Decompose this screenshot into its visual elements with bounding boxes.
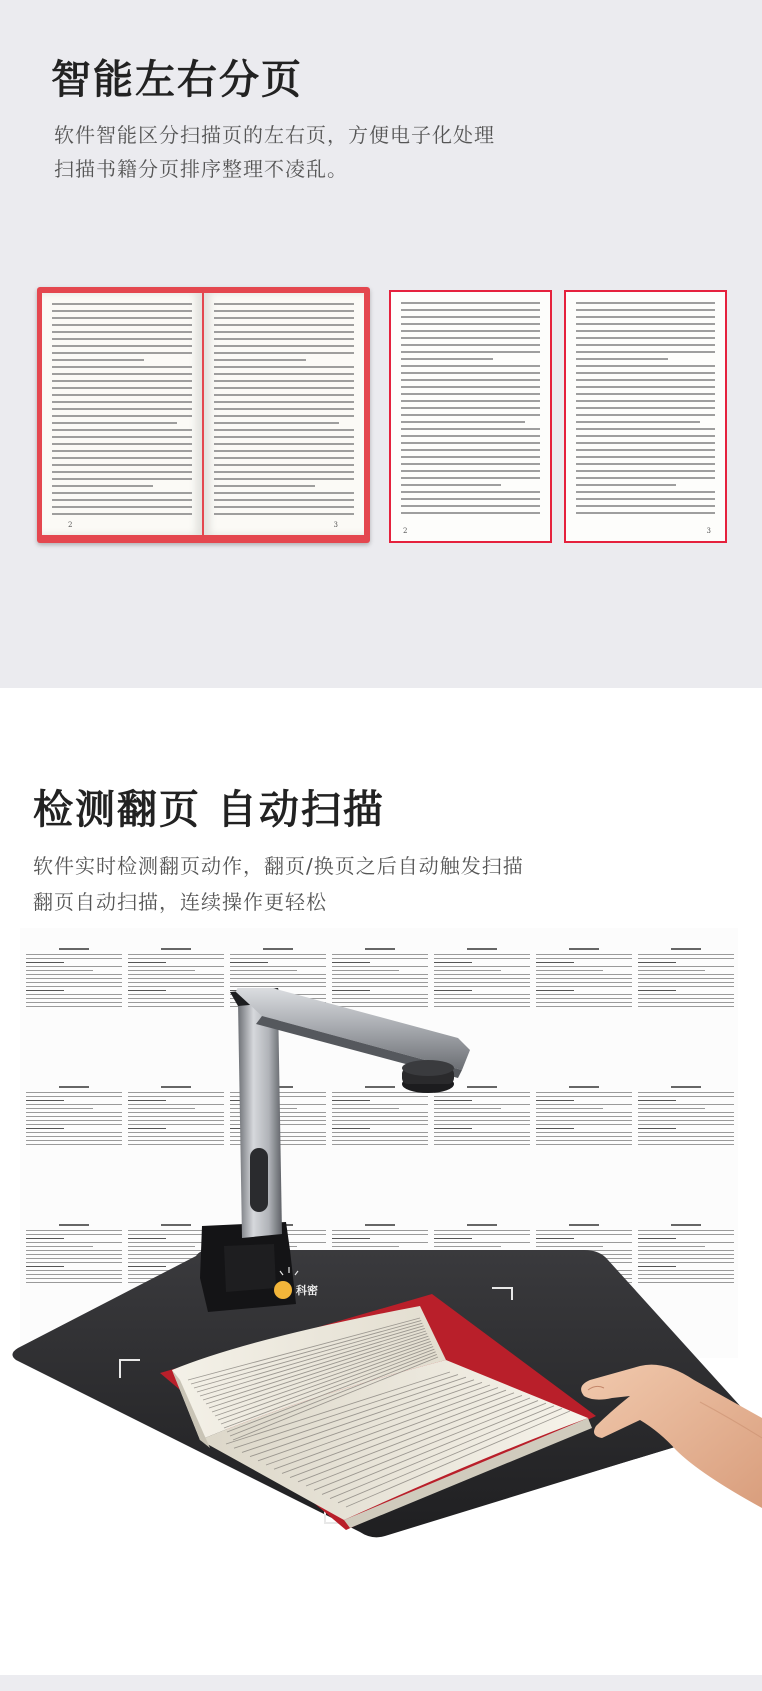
text-line xyxy=(52,394,192,396)
text-line xyxy=(401,463,540,465)
text-line xyxy=(214,436,354,438)
text-line xyxy=(576,498,715,500)
text-line xyxy=(52,457,192,459)
text-line xyxy=(401,330,540,332)
page-text-block xyxy=(401,302,540,519)
page-number: 3 xyxy=(706,527,711,535)
text-line xyxy=(52,464,192,466)
text-line xyxy=(401,309,540,311)
text-line xyxy=(401,456,540,458)
text-line xyxy=(52,415,192,417)
text-line xyxy=(52,345,192,347)
text-line xyxy=(52,317,192,319)
text-line xyxy=(214,450,354,452)
text-line xyxy=(576,309,715,311)
text-line xyxy=(576,358,668,360)
section-description xyxy=(54,118,694,186)
text-line xyxy=(214,513,354,515)
split-right-page xyxy=(564,290,727,543)
text-line xyxy=(214,429,354,431)
book-left-page xyxy=(42,293,202,535)
text-line xyxy=(52,324,192,326)
text-line xyxy=(52,359,144,361)
text-line xyxy=(52,506,192,508)
text-line xyxy=(576,442,715,444)
text-line xyxy=(214,506,354,508)
text-line xyxy=(401,337,540,339)
text-line xyxy=(401,442,540,444)
text-line xyxy=(401,302,540,304)
section-title: 检测翻页 自动扫描 xyxy=(33,787,385,833)
description-line: 扫描书籍分页排序整理不凌乱。 xyxy=(54,157,348,181)
text-line xyxy=(52,478,192,480)
text-line xyxy=(214,352,354,354)
text-line xyxy=(214,338,354,340)
text-line xyxy=(214,422,339,424)
text-line xyxy=(576,351,715,353)
text-line xyxy=(401,372,540,374)
text-line xyxy=(401,491,540,493)
text-line xyxy=(52,499,192,501)
text-line xyxy=(214,415,354,417)
text-line xyxy=(401,365,540,367)
text-line xyxy=(401,477,540,479)
text-line xyxy=(52,443,192,445)
page-text-block xyxy=(214,303,354,520)
text-line xyxy=(576,449,715,451)
text-line xyxy=(576,505,715,507)
text-line xyxy=(214,373,354,375)
text-line xyxy=(401,379,540,381)
text-line xyxy=(214,485,315,487)
text-line xyxy=(214,366,354,368)
text-line xyxy=(576,400,715,402)
text-line xyxy=(52,373,192,375)
text-line xyxy=(401,407,540,409)
text-line xyxy=(576,365,715,367)
text-line xyxy=(52,338,192,340)
text-line xyxy=(214,471,354,473)
text-line xyxy=(52,436,192,438)
text-line xyxy=(576,302,715,304)
text-line xyxy=(214,303,354,305)
text-line xyxy=(576,463,715,465)
text-line xyxy=(576,393,715,395)
text-line xyxy=(214,387,354,389)
section-description xyxy=(33,848,753,920)
text-line xyxy=(214,380,354,382)
text-line xyxy=(214,331,354,333)
text-line xyxy=(576,323,715,325)
text-line xyxy=(401,470,540,472)
text-line xyxy=(52,485,153,487)
text-line xyxy=(576,428,715,430)
text-line xyxy=(576,344,715,346)
text-line xyxy=(214,464,354,466)
page-number: 2 xyxy=(403,527,408,535)
text-line xyxy=(214,478,354,480)
text-line xyxy=(576,379,715,381)
text-line xyxy=(401,316,540,318)
text-line xyxy=(576,372,715,374)
text-line xyxy=(214,359,306,361)
text-line xyxy=(52,380,192,382)
text-line xyxy=(576,421,700,423)
text-line xyxy=(401,393,540,395)
text-line xyxy=(214,345,354,347)
text-line xyxy=(401,484,501,486)
text-line xyxy=(576,316,715,318)
text-line xyxy=(52,492,192,494)
text-line xyxy=(52,429,192,431)
text-line xyxy=(401,449,540,451)
split-left-page xyxy=(389,290,552,543)
page-text-block xyxy=(52,303,192,520)
text-line xyxy=(576,337,715,339)
text-line xyxy=(214,457,354,459)
text-line xyxy=(52,401,192,403)
text-line xyxy=(52,408,192,410)
text-line xyxy=(576,414,715,416)
text-line xyxy=(401,400,540,402)
text-line xyxy=(52,422,177,424)
text-line xyxy=(401,421,525,423)
scanner-badge: 科密 xyxy=(296,1284,318,1297)
scanner-illustration xyxy=(0,988,762,1691)
description-line: 软件智能区分扫描页的左右页，方便电子化处理 xyxy=(54,123,495,147)
text-line xyxy=(401,414,540,416)
text-line xyxy=(401,386,540,388)
text-line xyxy=(52,471,192,473)
text-line xyxy=(214,394,354,396)
text-line xyxy=(576,435,715,437)
text-line xyxy=(52,387,192,389)
text-line xyxy=(401,351,540,353)
text-line xyxy=(214,408,354,410)
description-line: 翻页自动扫描，连续操作更轻松 xyxy=(33,890,327,914)
text-line xyxy=(401,512,540,514)
text-line xyxy=(52,352,192,354)
text-line xyxy=(576,386,715,388)
page-text-block xyxy=(576,302,715,519)
text-line xyxy=(401,358,493,360)
text-line xyxy=(576,407,715,409)
text-line xyxy=(576,484,676,486)
text-line xyxy=(401,323,540,325)
text-line xyxy=(52,513,192,515)
text-line xyxy=(401,435,540,437)
book-right-page xyxy=(204,293,364,535)
text-line xyxy=(401,498,540,500)
text-line xyxy=(214,324,354,326)
page-number: 2 xyxy=(68,521,73,529)
text-line xyxy=(214,492,354,494)
text-line xyxy=(576,470,715,472)
text-line xyxy=(401,344,540,346)
text-line xyxy=(52,366,192,368)
description-line: 软件实时检测翻页动作，翻页/换页之后自动触发扫描 xyxy=(33,854,524,878)
text-line xyxy=(576,477,715,479)
text-line xyxy=(52,310,192,312)
text-line xyxy=(214,499,354,501)
text-line xyxy=(214,317,354,319)
text-line xyxy=(214,401,354,403)
text-line xyxy=(401,505,540,507)
text-line xyxy=(52,331,192,333)
text-line xyxy=(401,428,540,430)
section-title: 智能左右分页 xyxy=(51,57,303,103)
page-number: 3 xyxy=(333,521,338,529)
text-line xyxy=(576,491,715,493)
text-line xyxy=(214,443,354,445)
section-smart-split xyxy=(0,0,762,688)
open-book-image xyxy=(37,287,370,543)
bottom-strip xyxy=(0,1675,762,1691)
text-line xyxy=(214,310,354,312)
text-line xyxy=(576,330,715,332)
text-line xyxy=(576,456,715,458)
text-line xyxy=(52,303,192,305)
text-line xyxy=(576,512,715,514)
text-line xyxy=(52,450,192,452)
